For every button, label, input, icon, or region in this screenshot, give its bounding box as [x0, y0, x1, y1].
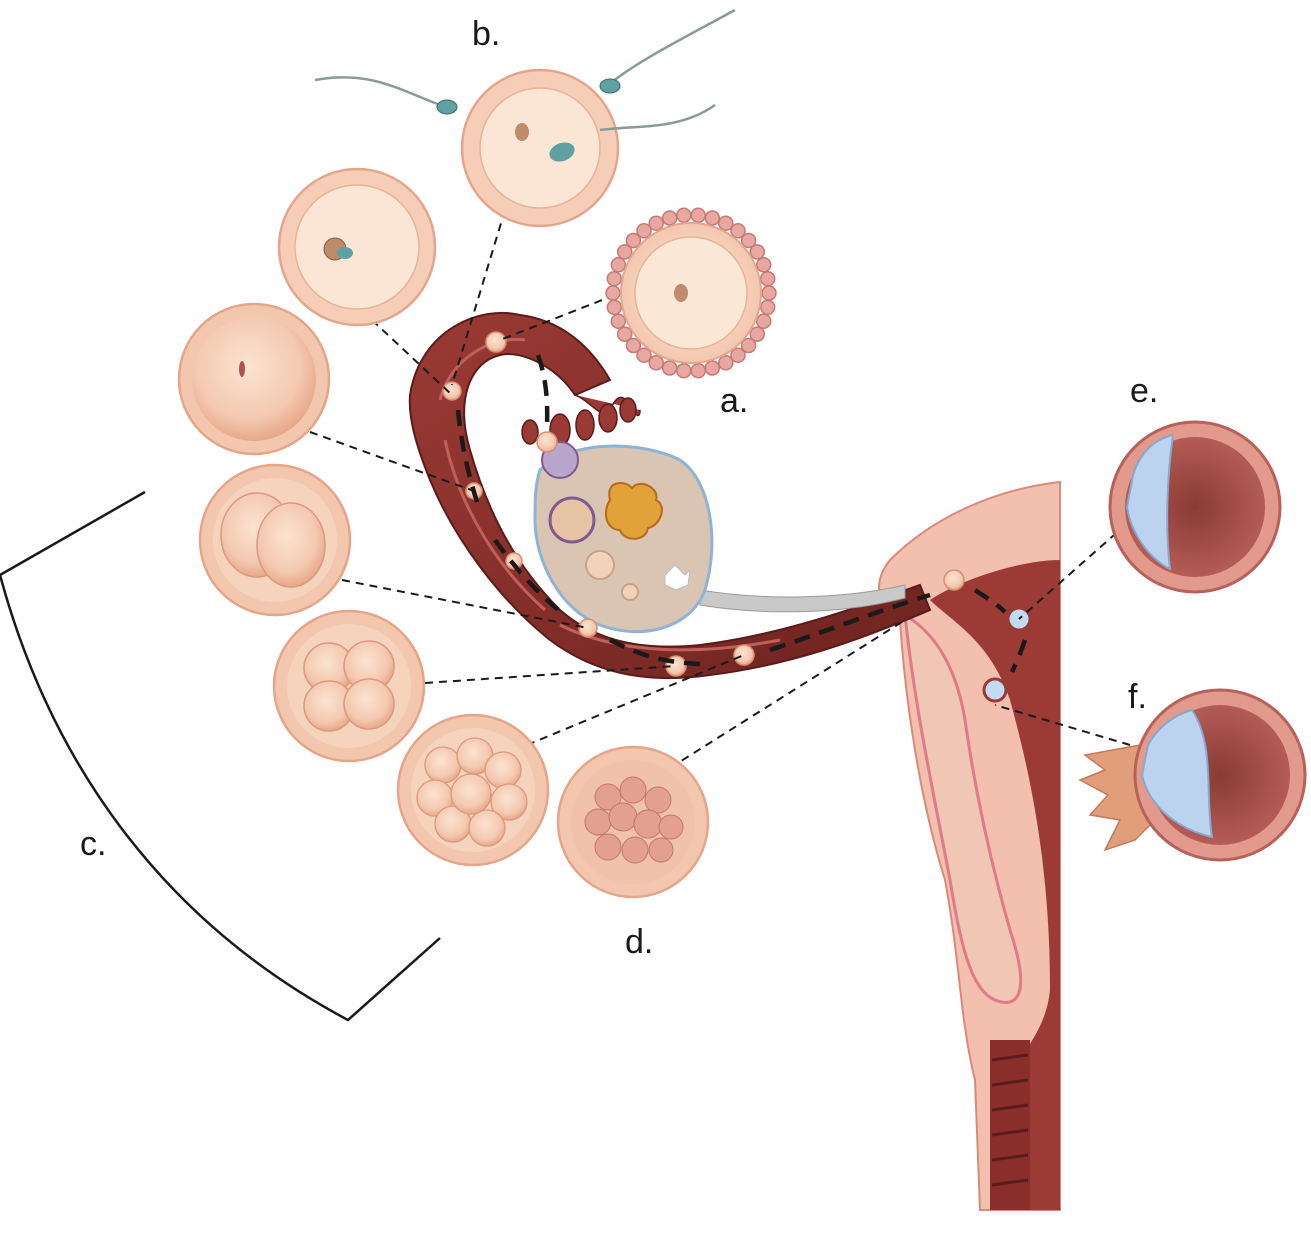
oocyte-with-corona-radiata: [606, 208, 776, 377]
tract-implanting-blastocyst: [984, 679, 1006, 701]
label-a: a.: [720, 382, 749, 420]
pronucleus: [337, 247, 353, 259]
tract-cell: [537, 432, 557, 452]
corona-cell: [663, 211, 677, 225]
sperm-tail: [612, 10, 735, 82]
eight-cell-stage: [398, 715, 548, 865]
corona-cell: [637, 224, 651, 238]
corona-cell: [606, 286, 620, 300]
corona-cell: [757, 314, 771, 328]
corona-cell: [677, 208, 691, 222]
corona-cell: [691, 364, 705, 378]
corona-cell: [719, 356, 733, 370]
corona-cell: [757, 258, 771, 272]
sperm-tail: [315, 77, 440, 105]
oocyte-nucleus: [674, 284, 688, 302]
corona-cell: [705, 361, 719, 375]
zygote-nucleus: [239, 361, 245, 377]
ovarian-follicle: [586, 551, 614, 579]
corona-cell: [607, 300, 621, 314]
four-cell-stage: [274, 611, 424, 761]
sperm-head: [600, 79, 620, 93]
corona-cell: [761, 272, 775, 286]
ovarian-follicle: [622, 584, 638, 600]
tract-cell: [486, 332, 506, 352]
corona-cell: [677, 364, 691, 378]
implanting-blastocyst: [1080, 690, 1305, 860]
tract-cell: [579, 619, 597, 637]
corona-cell: [649, 216, 663, 230]
ovary: [535, 442, 905, 632]
corona-cell: [607, 272, 621, 286]
corona-cell: [761, 300, 775, 314]
corona-cell: [719, 216, 733, 230]
sperm-head: [437, 100, 457, 114]
corona-cell: [762, 286, 776, 300]
corona-cell: [611, 314, 625, 328]
label-d: d.: [625, 923, 654, 961]
corona-cell: [750, 245, 764, 259]
fertilization-cell: [462, 70, 618, 226]
egg-nucleus: [515, 123, 529, 141]
morula: [558, 747, 708, 897]
ovarian-follicle: [550, 498, 594, 542]
tract-cell: [734, 645, 754, 665]
tract-cell: [944, 570, 964, 590]
corona-cell: [649, 356, 663, 370]
label-c: c.: [80, 825, 107, 863]
label-b: b.: [472, 15, 501, 53]
corona-cell: [611, 258, 625, 272]
label-f: f.: [1128, 678, 1147, 716]
corona-cell: [705, 211, 719, 225]
corona-cell: [618, 327, 632, 341]
two-cell-stage: [200, 465, 350, 615]
sperm-tail: [600, 105, 715, 130]
corona-cell: [731, 348, 745, 362]
zygote-pronuclei-cell: [279, 169, 435, 325]
corona-cell: [691, 208, 705, 222]
zygote-cell: [179, 304, 329, 454]
corona-cell: [663, 361, 677, 375]
label-e: e.: [1130, 372, 1159, 410]
blastocyst: [1110, 422, 1280, 592]
